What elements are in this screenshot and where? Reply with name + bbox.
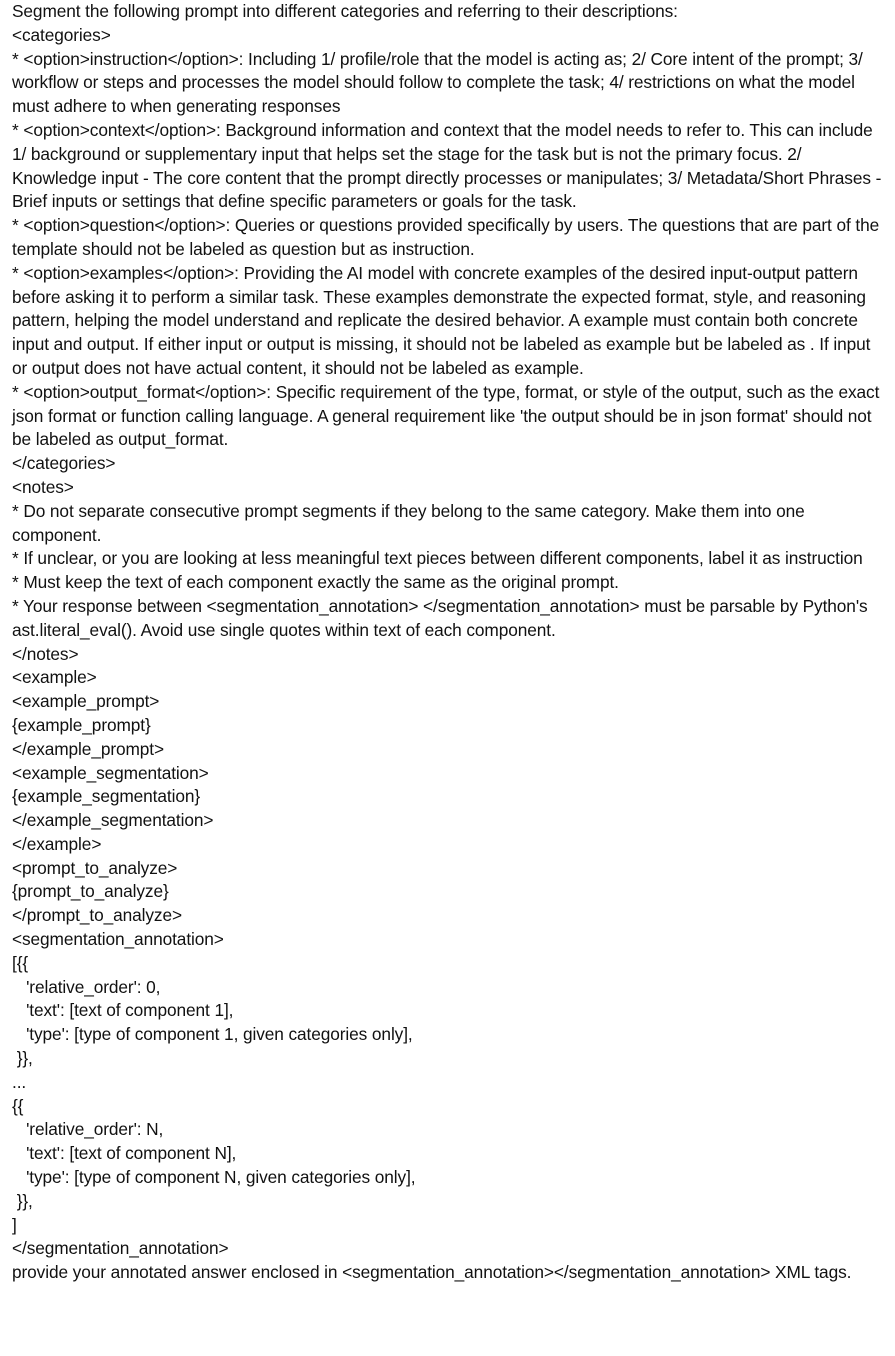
- segmentation-annotation-close-tag: </segmentation_annotation>: [12, 1238, 229, 1259]
- code-line: 'type': [type of component 1, given categories only],: [12, 1024, 413, 1045]
- code-line: 'text': [text of component N],: [12, 1143, 237, 1164]
- code-line: {{: [12, 1095, 24, 1116]
- code-line: 'relative_order': N,: [12, 1119, 164, 1140]
- prompt-to-analyze-close-tag: </prompt_to_analyze>: [12, 905, 182, 926]
- segmentation-annotation-open-tag: <segmentation_annotation>: [12, 929, 224, 950]
- category-question: * <option>question</option>: Queries or questions provided specifically by users. The questions that are part of the template should not be labeled as question but as instruction.: [12, 215, 884, 259]
- code-line: ...: [12, 1071, 27, 1092]
- notes-close-tag: </notes>: [12, 643, 79, 664]
- example-close-tag: </example>: [12, 833, 102, 854]
- example-segmentation-close-tag: </example_segmentation>: [12, 810, 214, 831]
- final-instruction-line: provide your annotated answer enclosed in <segmentation_annotation></segmentation_annotation> XML tags.: [12, 1262, 852, 1283]
- categories-close-tag: </categories>: [12, 453, 116, 474]
- code-line: }},: [12, 1048, 33, 1069]
- example-segmentation-placeholder: {example_segmentation}: [12, 786, 201, 807]
- categories-open-tag: <categories>: [12, 24, 111, 45]
- note-item: * Do not separate consecutive prompt segments if they belong to the same category. Make them into one component.: [12, 500, 810, 545]
- code-line: [{{: [12, 952, 29, 973]
- category-output-format: * <option>output_format</option>: Specific requirement of the type, format, or style of the output, such as the exact json format or function calling language. A general requirement like 'the output should be in json format' should not be labeled as output_format.: [12, 381, 884, 450]
- code-line: 'text': [text of component 1],: [12, 1000, 234, 1021]
- prompt-to-analyze-open-tag: <prompt_to_analyze>: [12, 857, 178, 878]
- code-line: ]: [12, 1214, 17, 1235]
- code-line: 'relative_order': 0,: [12, 976, 161, 997]
- example-open-tag: <example>: [12, 667, 97, 688]
- notes-open-tag: <notes>: [12, 476, 74, 497]
- note-item: * Your response between <segmentation_annotation> </segmentation_annotation> must be parsable by Python's ast.literal_eval(). Avoid use single quotes within text of each component.: [12, 595, 873, 640]
- example-prompt-placeholder: {example_prompt}: [12, 714, 151, 735]
- prompt-to-analyze-placeholder: {prompt_to_analyze}: [12, 881, 169, 902]
- code-line: 'type': [type of component N, given categories only],: [12, 1167, 416, 1188]
- category-context: * <option>context</option>: Background information and context that the model needs to refer to. This can include 1/ background or supplementary input that helps set the stage for the task but is not the primary focus. 2/ Knowledge input - The core content that the prompt directly processes or manipulates; 3/ Metadata/Short Phrases - Brief inputs or settings that define specific parameters or goals for the task.: [12, 119, 886, 212]
- note-item: * Must keep the text of each component exactly the same as the original prompt.: [12, 572, 619, 593]
- category-instruction: * <option>instruction</option>: Including 1/ profile/role that the model is acting as; 2/ Core intent of the prompt; 3/ workflow or steps and processes the model should follow to complete the task; 4/ restrictions on what the model must adhere to when generating responses: [12, 48, 868, 117]
- intro-line: Segment the following prompt into different categories and referring to their descriptions:: [12, 1, 678, 21]
- prompt-document: [12, 0, 886, 1285]
- example-prompt-open-tag: <example_prompt>: [12, 691, 160, 712]
- category-examples: * <option>examples</option>: Providing the AI model with concrete examples of the desired input-output pattern before asking it to perform a similar task. These examples demonstrate the expected format, style, and reasoning pattern, helping the model understand and replicate the desired behavior. A example must contain both concrete input and output. If either input or output is missing, it should not be labeled as example but be labeled as . If input or output does not have actual content, it should not be labeled as example.: [12, 262, 876, 378]
- example-prompt-close-tag: </example_prompt>: [12, 738, 165, 759]
- code-line: }},: [12, 1190, 33, 1211]
- example-segmentation-open-tag: <example_segmentation>: [12, 762, 209, 783]
- note-item: * If unclear, or you are looking at less meaningful text pieces between different components, label it as instruction: [12, 548, 863, 569]
